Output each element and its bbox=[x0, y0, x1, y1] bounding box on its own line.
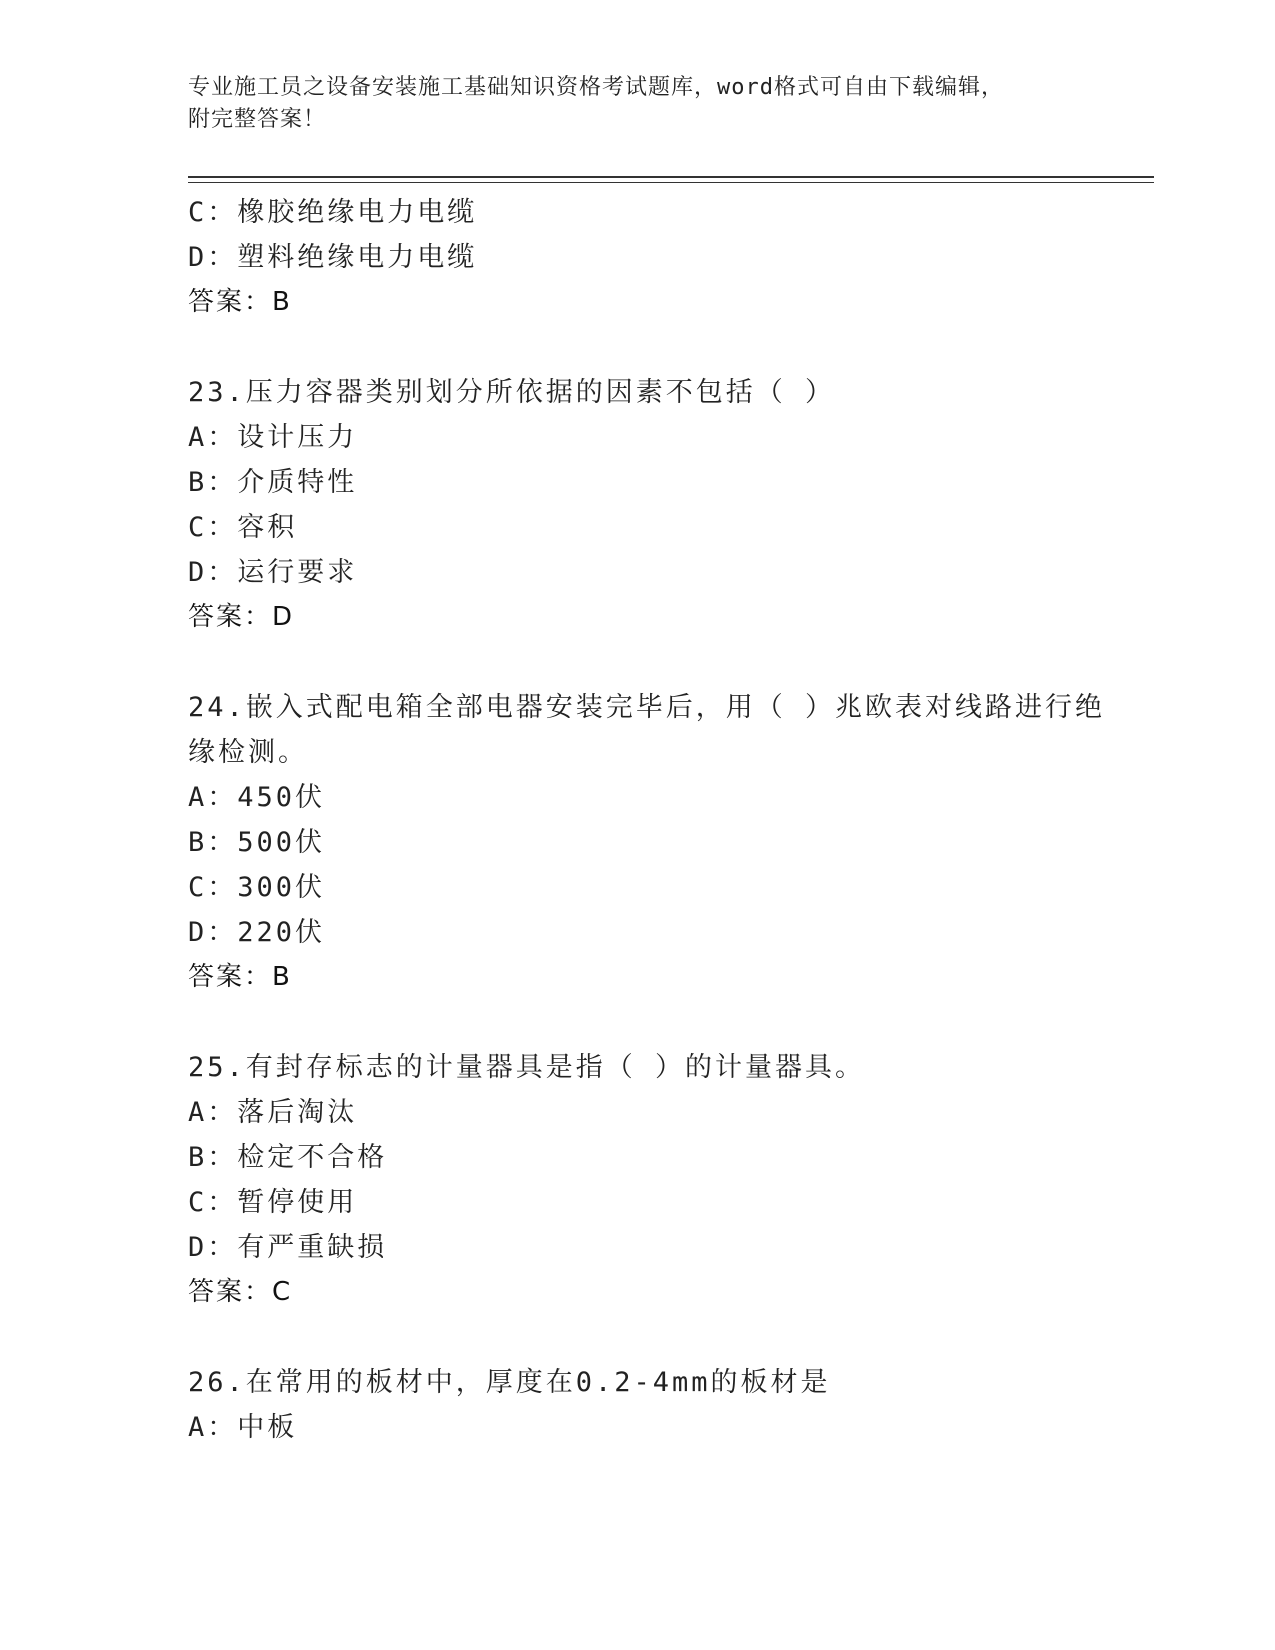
header-line-2: 附完整答案！ bbox=[188, 107, 327, 132]
header-divider-thick bbox=[188, 176, 1154, 178]
option-c: C：橡胶绝缘电力电缆 bbox=[188, 197, 478, 228]
header-line-1: 专业施工员之设备安装施工基础知识资格考试题库，word格式可自由下载编辑， bbox=[188, 75, 1004, 100]
option-b: B：介质特性 bbox=[188, 467, 358, 498]
option-d: D：220伏 bbox=[188, 917, 326, 948]
option-c: C：300伏 bbox=[188, 872, 326, 903]
question-text: 23.压力容器类别划分所依据的因素不包括（ ） bbox=[188, 377, 836, 408]
question-25 bbox=[188, 1045, 1088, 1315]
option-a: A：450伏 bbox=[188, 782, 326, 813]
spacer bbox=[188, 1315, 1088, 1360]
question-text-line-1: 24.嵌入式配电箱全部电器安装完毕后，用（ ）兆欧表对线路进行绝 bbox=[188, 692, 1106, 723]
option-d: D：塑料绝缘电力电缆 bbox=[188, 242, 478, 273]
question-text: 25.有封存标志的计量器具是指（ ）的计量器具。 bbox=[188, 1052, 866, 1083]
answer-line: 答案：C bbox=[188, 1277, 293, 1307]
question-list bbox=[188, 190, 1106, 1450]
question-26 bbox=[188, 1360, 1088, 1450]
question-24 bbox=[188, 685, 1106, 1000]
spacer bbox=[188, 1000, 1088, 1045]
answer-line: 答案：B bbox=[188, 287, 292, 317]
answer-line: 答案：B bbox=[188, 962, 292, 992]
option-c: C：容积 bbox=[188, 512, 298, 543]
answer-line: 答案：D bbox=[188, 602, 295, 632]
option-a: A：落后淘汰 bbox=[188, 1097, 358, 1128]
document-header bbox=[188, 72, 1068, 136]
option-b: B：500伏 bbox=[188, 827, 326, 858]
option-b: B：检定不合格 bbox=[188, 1142, 388, 1173]
question-text-line-2: 缘检测。 bbox=[188, 737, 308, 768]
option-d: D：有严重缺损 bbox=[188, 1232, 388, 1263]
header-divider-thin bbox=[188, 182, 1154, 183]
option-a: A：设计压力 bbox=[188, 422, 358, 453]
spacer bbox=[188, 325, 1088, 370]
question-23 bbox=[188, 370, 1088, 640]
option-d: D：运行要求 bbox=[188, 557, 358, 588]
option-c: C：暂停使用 bbox=[188, 1187, 358, 1218]
question-22-continued bbox=[188, 190, 1088, 325]
spacer bbox=[188, 640, 1088, 685]
option-a: A：中板 bbox=[188, 1412, 298, 1443]
question-text: 26.在常用的板材中，厚度在0.2-4mm的板材是 bbox=[188, 1367, 831, 1398]
